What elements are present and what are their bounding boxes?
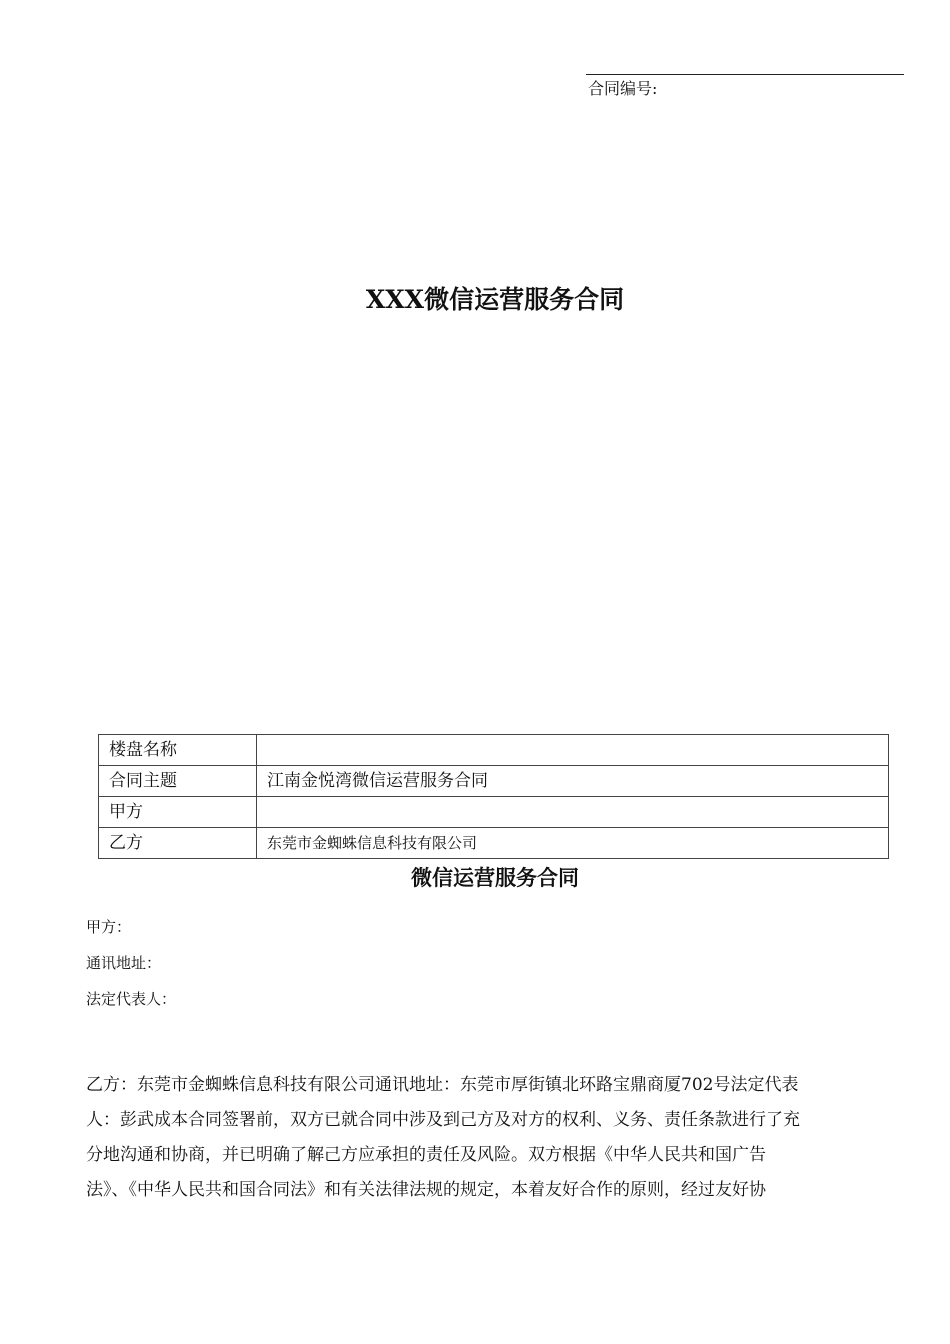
party-a-legal-rep-field: 法定代表人： [86, 990, 177, 1008]
contract-subject-label: 合同主题 [99, 766, 257, 797]
table-row [99, 797, 889, 828]
page-title: XXX微信运营服务合同 [365, 285, 625, 314]
body-line: 法》、《中华人民共和国合同法》和有关法律法规的规定，本着友好合作的原则，经过友好协 [86, 1180, 766, 1200]
contract-body-paragraph [86, 1068, 892, 1208]
table-row [99, 766, 889, 797]
contract-subject-value: 江南金悦湾微信运营服务合同 [257, 766, 889, 797]
table-row [99, 735, 889, 766]
party-a-address-field: 通讯地址： [86, 954, 162, 972]
section-title: 微信运营服务合同 [411, 865, 579, 890]
party-a-name-field: 甲方： [86, 918, 132, 936]
body-line: 分地沟通和协商，并已明确了解己方应承担的责任及风险。双方根据《中华人民共和国广告 [86, 1145, 766, 1165]
body-line: 人：彭武成本合同签署前，双方已就合同中涉及到己方及对方的权利、义务、责任条款进行了充 [86, 1110, 800, 1130]
party-b-value: 东莞市金蜘蛛信息科技有限公司 [257, 828, 889, 859]
table-row [99, 828, 889, 859]
contract-info-table [98, 734, 889, 859]
body-line: 乙方：东莞市金蜘蛛信息科技有限公司通讯地址：东莞市厚街镇北环路宝鼎商厦702号法定代表 [86, 1075, 799, 1095]
property-name-label: 楼盘名称 [99, 735, 257, 766]
party-b-label: 乙方 [99, 828, 257, 859]
contract-number-label: 合同编号: [588, 79, 658, 98]
contract-number-underline [586, 74, 904, 75]
party-a-label: 甲方 [99, 797, 257, 828]
party-a-value [257, 797, 889, 828]
property-name-value [257, 735, 889, 766]
